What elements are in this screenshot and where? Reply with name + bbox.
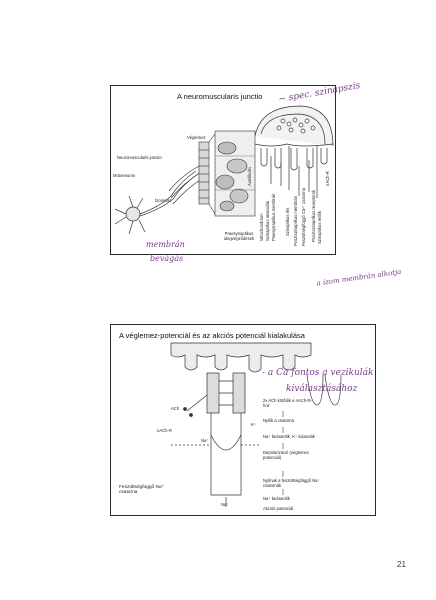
annotation-muscle-membrane: a ízom membrán alkotja: [315, 267, 402, 288]
annotation-release: kiválasztásához: [286, 384, 358, 394]
label-nach-r: nACh-R: [325, 171, 330, 186]
step-2: Nyílik a csatorna: [263, 418, 294, 423]
slide1-title: A neuromuscularis junctio: [177, 92, 263, 101]
channel-graphic: [171, 373, 261, 507]
muscle-fiber-graphic: [199, 142, 209, 204]
label-boutons: Ízomrost: [155, 198, 172, 203]
slide-neuromuscular-junction: [110, 85, 336, 255]
label-motoneuron: Motoneuron: [113, 173, 136, 178]
label-presynaptic-dense: Praesynaptikus idegvégződések: [223, 231, 255, 241]
label-synaptic-cleft: Szinaptikus rés: [285, 207, 290, 236]
label-na-ion-bottom: Na⁺: [221, 502, 229, 507]
step-3: Na⁺ beáramlik, K⁺ kiáramlik: [263, 434, 315, 439]
synapse-closeup-graphic: [255, 106, 333, 198]
label-na-ion: Na⁺: [201, 438, 209, 443]
annotation-spec-synapse: ~ spec. szinapszis: [277, 80, 362, 106]
label-receptors: Szinaptikus redők: [317, 210, 322, 244]
label-mitochondrion: Mitochondrium: [259, 213, 264, 241]
step-6: Na⁺ beáramlik: [263, 496, 290, 501]
label-ca-channel: Feszültségfüggő Ca²⁺ csatorna: [301, 187, 306, 246]
label-neuromuscular-junction: Neuromuscularis junctio: [117, 155, 162, 160]
label-postsynaptic-membrane: Posztszinaptikus membrán: [293, 195, 298, 246]
step-5: Nyílnak a feszültségfüggő Na⁺ csatornák: [263, 478, 320, 488]
step-4: Depolarizáció (véglemez potenciál): [263, 450, 309, 460]
annotation-ca-important: - a Ca fontos a vezikulák: [262, 368, 374, 378]
label-channel: Feszültségfüggő Na⁺ csatorna: [119, 485, 165, 496]
step-7: Akciós potenciál: [263, 506, 294, 511]
slide2-title: A véglemez-potenciál és az akciós potenciál kialakulása: [119, 331, 305, 340]
label-terminal: Véglemez: [187, 135, 206, 140]
label-small2: Acetilkolin: [247, 167, 252, 186]
label-nach-r: nACh-R: [157, 428, 172, 433]
page-number: 21: [397, 560, 406, 569]
label-vesicles: Szinaptikus vesiculák: [265, 201, 270, 241]
annotation-fold: bevágás: [150, 254, 184, 263]
label-ach: ACh: [171, 406, 180, 411]
annotation-membrane: membrán: [146, 240, 185, 249]
step-1: 2x ACh kötődik a nACh-R-hoz: [263, 398, 312, 408]
label-k-ion: K⁺: [251, 422, 257, 427]
label-presynaptic-membrane: Praesynaptikus membrán: [271, 193, 276, 241]
label-small1: Posztszinaptikus receptorok: [311, 189, 316, 242]
slide-endplate-potential: [110, 324, 376, 516]
